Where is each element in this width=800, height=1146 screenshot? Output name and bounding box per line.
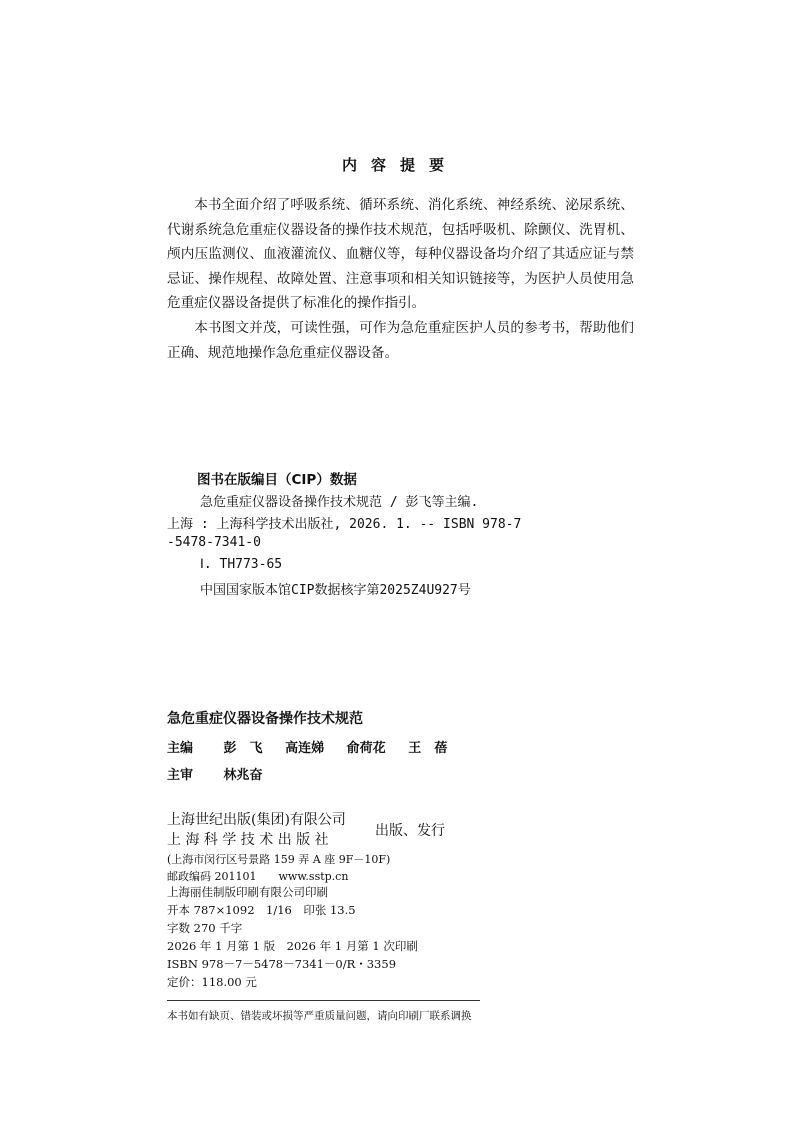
reviewer-label: 主审 [167,768,194,783]
divider [167,1000,480,1001]
publisher-name-1: 上海世纪出版(集团)有限公司 [167,812,346,828]
book-title: 急危重症仪器设备操作技术规范 [167,711,363,727]
postcode-website: 邮政编码 201101 www.sstp.cn [167,870,349,883]
editors-line [167,737,465,756]
reviewer-name: 林兆奋 [223,768,263,783]
reviewer-line [167,764,263,783]
cip-line: 中国国家版本馆CIP数据核字第2025Z4U927号 [200,583,471,598]
word-count: 字数 270 千字 [167,921,243,935]
cip-heading: 图书在版编目（CIP）数据 [197,472,357,488]
cip-line: 上海 : 上海科学技术出版社, 2026. 1. -- ISBN 978-7 [167,517,522,532]
section-title: 内容提要 [341,156,458,174]
publisher-name-2: 上 海 科 学 技 术 出 版 社 [167,832,329,848]
editors-label: 主编 [167,741,194,756]
publisher-address: (上海市闵行区号景路 159 弄 A 座 9F－10F) [167,853,391,866]
cip-line: Ⅰ. TH773-65 [200,557,283,572]
book-format: 开本 787×1092 1/16 印张 13.5 [167,903,356,917]
editor-name: 彭 飞 [223,741,263,756]
edition-info: 2026 年 1 月第 1 版 2026 年 1 月第 1 次印刷 [167,939,418,953]
editor-name: 高连娣 [285,741,325,756]
footer-note: 本书如有缺页、错装或坏损等严重质量问题，请向印刷厂联系调换 [167,1010,472,1022]
editor-name: 王 蓓 [408,741,448,756]
price: 定价：118.00 元 [167,975,257,989]
publisher-role: 出版、发行 [375,823,445,839]
summary-text [167,193,634,365]
printer: 上海丽佳制版印刷有限公司印刷 [167,885,328,899]
isbn: ISBN 978－7－5478－7341－0/R・3359 [167,957,397,971]
summary-paragraph-1: 本书全面介绍了呼吸系统、循环系统、消化系统、神经系统、泌尿系统、代谢系统急危重症仪器设备的操作技术规范，包括呼吸机、除颤仪、洗胃机、颅内压监测仪、血液灌流仪、血糖仪等，每种仪器设备均介绍了其适应证与禁忌证、操作规程、故障处置、注意事项和相关知识链接等，为医护人员使用急危重症仪器设备提供了标准化的操作指引。 [167,197,634,312]
summary-paragraph-2: 本书图文并茂，可读性强，可作为急危重症医护人员的参考书，帮助他们正确、规范地操作急危重症仪器设备。 [167,319,634,361]
cip-line: -5478-7341-0 [167,535,261,550]
cip-line: 急危重症仪器设备操作技术规范 / 彭飞等主编. [200,495,479,510]
editor-name: 俞荷花 [346,741,386,756]
